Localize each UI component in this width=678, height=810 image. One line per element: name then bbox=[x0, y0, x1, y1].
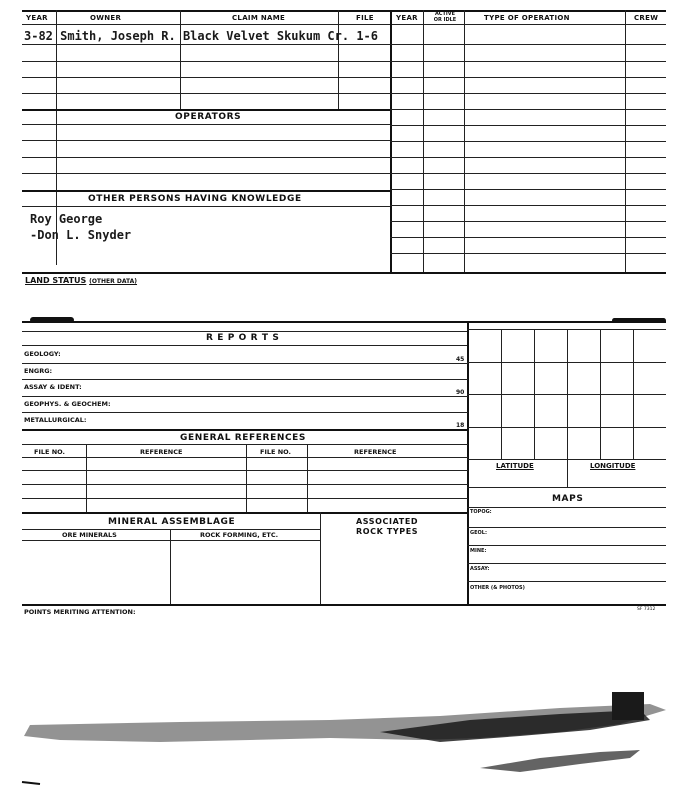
header-claim-name: CLAIM NAME bbox=[232, 14, 286, 22]
header-type-of-operation: TYPE OF OPERATION bbox=[484, 14, 570, 22]
rock-types-label: ROCK TYPES bbox=[356, 527, 419, 536]
report-geology: GEOLOGY: bbox=[24, 350, 61, 358]
map-assay: ASSAY: bbox=[470, 566, 490, 572]
report-geophys: GEOPHYS. & GEOCHEM: bbox=[24, 400, 111, 408]
report-num-18: 18 bbox=[456, 422, 465, 429]
rock-forming-header: ROCK FORMING, ETC. bbox=[200, 531, 279, 539]
land-status-subtitle: (OTHER DATA) bbox=[89, 278, 138, 285]
scan-mark bbox=[22, 782, 40, 784]
associated-rock-types bbox=[356, 517, 418, 537]
map-other-photos: OTHER (& PHOTOS) bbox=[470, 585, 525, 591]
claim-entry: 3-82 Smith, Joseph R. Black Velvet Skukum Cr. 1-6 bbox=[24, 29, 379, 43]
associated-label: ASSOCIATED bbox=[356, 517, 419, 526]
form-code: SF 7312 bbox=[637, 607, 656, 612]
land-status-title: LAND STATUS bbox=[25, 276, 87, 285]
points-meriting-attention: POINTS MERITING ATTENTION: bbox=[24, 608, 136, 616]
map-mine: MINE: bbox=[470, 548, 487, 554]
scan-noise bbox=[0, 680, 678, 810]
other-persons-title: OTHER PERSONS HAVING KNOWLEDGE bbox=[88, 194, 302, 204]
operators-title: OPERATORS bbox=[175, 112, 242, 122]
land-status-heading bbox=[25, 276, 137, 285]
gr-header-file-no-1: FILE NO. bbox=[34, 448, 65, 456]
reports-title: R E P O R T S bbox=[206, 333, 280, 343]
scan-streak-lower bbox=[480, 750, 640, 772]
knowledge-person-1: Roy George bbox=[30, 212, 103, 226]
longitude-label: LONGITUDE bbox=[590, 462, 636, 470]
report-metallurgical: METALLURGICAL: bbox=[24, 416, 87, 424]
mineral-assemblage-title: MINERAL ASSEMBLAGE bbox=[108, 517, 236, 527]
report-num-45: 45 bbox=[456, 356, 465, 363]
ink-smudge-right bbox=[612, 318, 666, 323]
header-owner: OWNER bbox=[90, 14, 122, 22]
scan-dark-block bbox=[612, 692, 644, 720]
header-active-or-idle bbox=[428, 11, 462, 23]
report-assay: ASSAY & IDENT: bbox=[24, 383, 82, 391]
latitude-label: LATITUDE bbox=[496, 462, 534, 470]
map-topog: TOPOG: bbox=[470, 509, 492, 515]
active-label: ACTIVE bbox=[434, 11, 456, 17]
general-references-title: GENERAL REFERENCES bbox=[180, 433, 306, 443]
map-geol: GEOL: bbox=[470, 530, 487, 536]
gr-header-file-no-2: FILE NO. bbox=[260, 448, 291, 456]
report-engrg: ENGRG: bbox=[24, 367, 53, 375]
header-crew: CREW bbox=[634, 14, 659, 22]
or-idle-label: OR IDLE bbox=[433, 17, 457, 23]
gr-header-reference-1: REFERENCE bbox=[140, 448, 183, 456]
header-year-2: YEAR bbox=[396, 14, 418, 22]
report-num-90: 90 bbox=[456, 389, 465, 396]
maps-title: MAPS bbox=[552, 494, 584, 504]
ore-minerals-header: ORE MINERALS bbox=[62, 531, 117, 539]
ink-smudge-left bbox=[30, 317, 74, 323]
gr-header-reference-2: REFERENCE bbox=[354, 448, 397, 456]
header-file: FILE bbox=[356, 14, 374, 22]
header-year: YEAR bbox=[26, 14, 48, 22]
knowledge-person-2: -Don L. Snyder bbox=[30, 228, 132, 242]
